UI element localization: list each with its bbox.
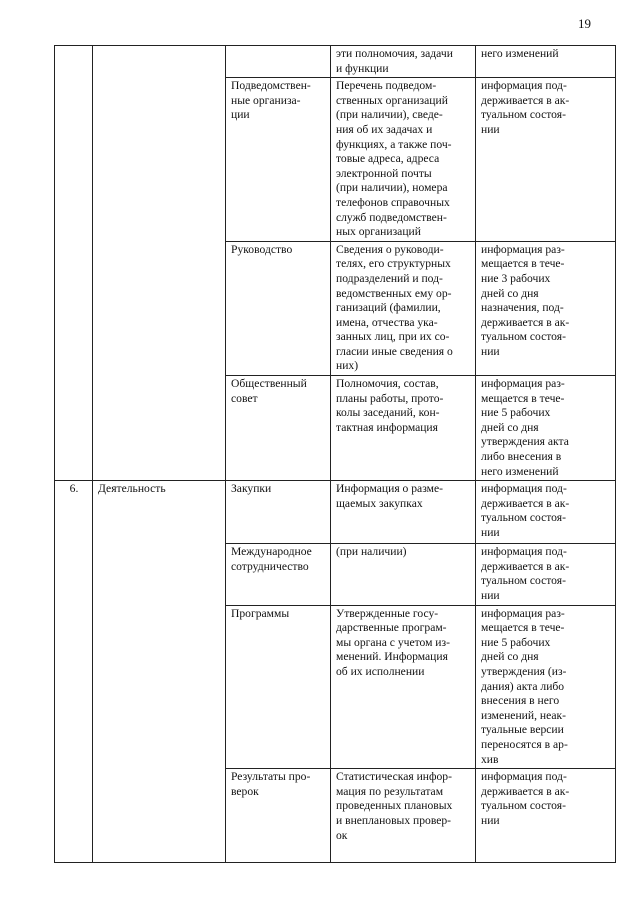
cell-text-line: нии bbox=[481, 344, 500, 358]
content-cell bbox=[331, 769, 476, 863]
cell-text-line: ственных организаций bbox=[336, 93, 448, 107]
row-number-cell: 6. bbox=[55, 481, 93, 863]
cell-text-line: щаемых закупках bbox=[336, 496, 423, 510]
cell-text-line: совет bbox=[231, 391, 258, 405]
cell-text-line: ции bbox=[231, 108, 250, 122]
cell-text-line: утверждения акта bbox=[481, 435, 569, 449]
cell-text-line: информация под- bbox=[481, 545, 567, 559]
cell-text-line: занных лиц, при их со- bbox=[336, 330, 450, 344]
cell-text-line: об их исполнении bbox=[336, 664, 425, 678]
cell-text-line: назначения, под- bbox=[481, 301, 564, 315]
cell-text-line: переносятся в ар- bbox=[481, 737, 568, 751]
cell-text-line: туальном состоя- bbox=[481, 574, 566, 588]
cell-text-line: информация под- bbox=[481, 770, 567, 784]
cell-text-line: информация раз- bbox=[481, 606, 565, 620]
cell-text-line: Полномочия, состав, bbox=[336, 377, 439, 391]
cell-text-line: (при наличии), номера bbox=[336, 181, 448, 195]
content-cell bbox=[331, 605, 476, 769]
item-cell bbox=[226, 241, 331, 375]
cell-text-line: информация под- bbox=[481, 79, 567, 93]
cell-text-line: мация по результатам bbox=[336, 784, 444, 798]
section-cell bbox=[93, 46, 226, 481]
cell-text-line: ние 3 рабочих bbox=[481, 271, 551, 285]
cell-text-line: тактная информация bbox=[336, 420, 438, 434]
cell-text-line: товые адреса, адреса bbox=[336, 152, 440, 166]
item-cell bbox=[226, 481, 331, 544]
content-cell bbox=[331, 376, 476, 481]
cell-text-line: ные организа- bbox=[231, 93, 301, 107]
cell-text-line: дней со дня bbox=[481, 650, 539, 664]
cell-text-line: сотрудничество bbox=[231, 559, 309, 573]
content-cell bbox=[331, 46, 476, 78]
cell-text-line: Общественный bbox=[231, 377, 307, 391]
cell-text-line: планы работы, прото- bbox=[336, 391, 444, 405]
content-cell bbox=[331, 544, 476, 605]
cell-text-line: подразделений и под- bbox=[336, 271, 443, 285]
cell-text-line: ганизаций (фамилии, bbox=[336, 301, 441, 315]
cell-text-line: дней со дня bbox=[481, 420, 539, 434]
timing-cell bbox=[476, 605, 616, 769]
cell-text-line: и функции bbox=[336, 61, 389, 75]
timing-cell bbox=[476, 376, 616, 481]
document-table bbox=[54, 45, 616, 863]
cell-text-line: дания) акта либо bbox=[481, 679, 565, 693]
cell-text-line: Закупки bbox=[231, 482, 272, 496]
timing-cell bbox=[476, 241, 616, 375]
table-body bbox=[55, 46, 616, 863]
cell-text-line: ок bbox=[336, 828, 348, 842]
cell-text-line: Информация о разме- bbox=[336, 482, 443, 496]
cell-text-line: ния об их задачах и bbox=[336, 122, 433, 136]
cell-text-line: электронной почты bbox=[336, 166, 432, 180]
cell-text-line: Результаты про- bbox=[231, 770, 311, 784]
table-row bbox=[55, 46, 616, 78]
cell-text-line: менений. Информация bbox=[336, 650, 448, 664]
cell-text-line: информация под- bbox=[481, 482, 567, 496]
cell-text-line: (при наличии), сведе- bbox=[336, 108, 443, 122]
cell-text-line: Подведомствен- bbox=[231, 79, 311, 93]
cell-text-line: держивается в ак- bbox=[481, 559, 570, 573]
cell-text-line: телях, его структурных bbox=[336, 257, 451, 271]
cell-text-line: функциях, а также поч- bbox=[336, 137, 452, 151]
cell-text-line: Руководство bbox=[231, 242, 293, 256]
item-cell bbox=[226, 78, 331, 242]
cell-text-line: держивается в ак- bbox=[481, 93, 570, 107]
cell-text-line: дней со дня bbox=[481, 286, 539, 300]
cell-text-line: Перечень подведом- bbox=[336, 79, 437, 93]
timing-cell bbox=[476, 544, 616, 605]
cell-text-line: колы заседаний, кон- bbox=[336, 406, 440, 420]
cell-text-line: внесения в него bbox=[481, 694, 560, 708]
cell-text-line: Международное bbox=[231, 545, 312, 559]
section-cell: Деятельность bbox=[93, 481, 226, 863]
cell-text-line: нии bbox=[481, 526, 500, 539]
cell-text-line: нии bbox=[481, 589, 500, 602]
cell-text-line: ведомственных ему ор- bbox=[336, 286, 452, 300]
cell-text-line: них) bbox=[336, 359, 359, 373]
item-cell bbox=[226, 376, 331, 481]
item-cell bbox=[226, 46, 331, 78]
item-cell bbox=[226, 605, 331, 769]
item-cell bbox=[226, 769, 331, 863]
cell-text-line: туальном состоя- bbox=[481, 330, 566, 344]
cell-text-line: него изменений bbox=[481, 464, 559, 478]
table-row bbox=[55, 481, 616, 544]
cell-text-line: туальном состоя- bbox=[481, 511, 566, 525]
cell-text-line: имена, отчества ука- bbox=[336, 315, 438, 329]
cell-text-line: информация раз- bbox=[481, 377, 565, 391]
content-cell bbox=[331, 241, 476, 375]
cell-text-line: проведенных плановых bbox=[336, 799, 453, 813]
timing-cell bbox=[476, 46, 616, 78]
timing-cell bbox=[476, 481, 616, 544]
cell-text-line: служб подведомствен- bbox=[336, 210, 447, 224]
cell-text-line: изменений, неак- bbox=[481, 708, 566, 722]
cell-text-line: телефонов справочных bbox=[336, 195, 450, 209]
cell-text-line: информация раз- bbox=[481, 242, 565, 256]
cell-text-line: мещается в тече- bbox=[481, 257, 565, 271]
cell-text-line: держивается в ак- bbox=[481, 784, 570, 798]
cell-text-line: мещается в тече- bbox=[481, 621, 565, 635]
cell-text-line: либо внесения в bbox=[481, 450, 562, 464]
cell-text-line: Программы bbox=[231, 606, 290, 620]
timing-cell bbox=[476, 769, 616, 863]
page-number: 19 bbox=[578, 16, 591, 31]
cell-text-line: гласии иные сведения о bbox=[336, 344, 453, 358]
cell-text-line: Статистическая инфор- bbox=[336, 770, 452, 784]
content-cell bbox=[331, 481, 476, 544]
cell-text-line: мы органа с учетом из- bbox=[336, 635, 450, 649]
cell-text-line: (при наличии) bbox=[336, 545, 407, 559]
cell-text-line: ных организаций bbox=[336, 225, 421, 239]
cell-text-line: туальные версии bbox=[481, 723, 564, 737]
row-number-cell bbox=[55, 46, 93, 481]
cell-text-line: утверждения (из- bbox=[481, 664, 567, 678]
cell-text-line: нии bbox=[481, 122, 500, 136]
cell-text-line: и внеплановых провер- bbox=[336, 813, 452, 827]
item-cell bbox=[226, 544, 331, 605]
cell-text-line: туальном состоя- bbox=[481, 108, 566, 122]
content-cell bbox=[331, 78, 476, 242]
cell-text-line: мещается в тече- bbox=[481, 391, 565, 405]
cell-text-line: хив bbox=[481, 752, 499, 766]
cell-text-line: дарственные програм- bbox=[336, 621, 447, 635]
cell-text-line: него изменений bbox=[481, 47, 559, 60]
cell-text-line: держивается в ак- bbox=[481, 496, 570, 510]
cell-text-line: нии bbox=[481, 813, 500, 827]
cell-text-line: Сведения о руководи- bbox=[336, 242, 444, 256]
cell-text-line: ние 5 рабочих bbox=[481, 406, 551, 420]
cell-text-line: верок bbox=[231, 784, 259, 798]
cell-text-line: Утвержденные госу- bbox=[336, 606, 439, 620]
cell-text-line: держивается в ак- bbox=[481, 315, 570, 329]
cell-text-line: туальном состоя- bbox=[481, 799, 566, 813]
cell-text-line: эти полномочия, задачи bbox=[336, 47, 453, 60]
cell-text-line: ние 5 рабочих bbox=[481, 635, 551, 649]
timing-cell bbox=[476, 78, 616, 242]
